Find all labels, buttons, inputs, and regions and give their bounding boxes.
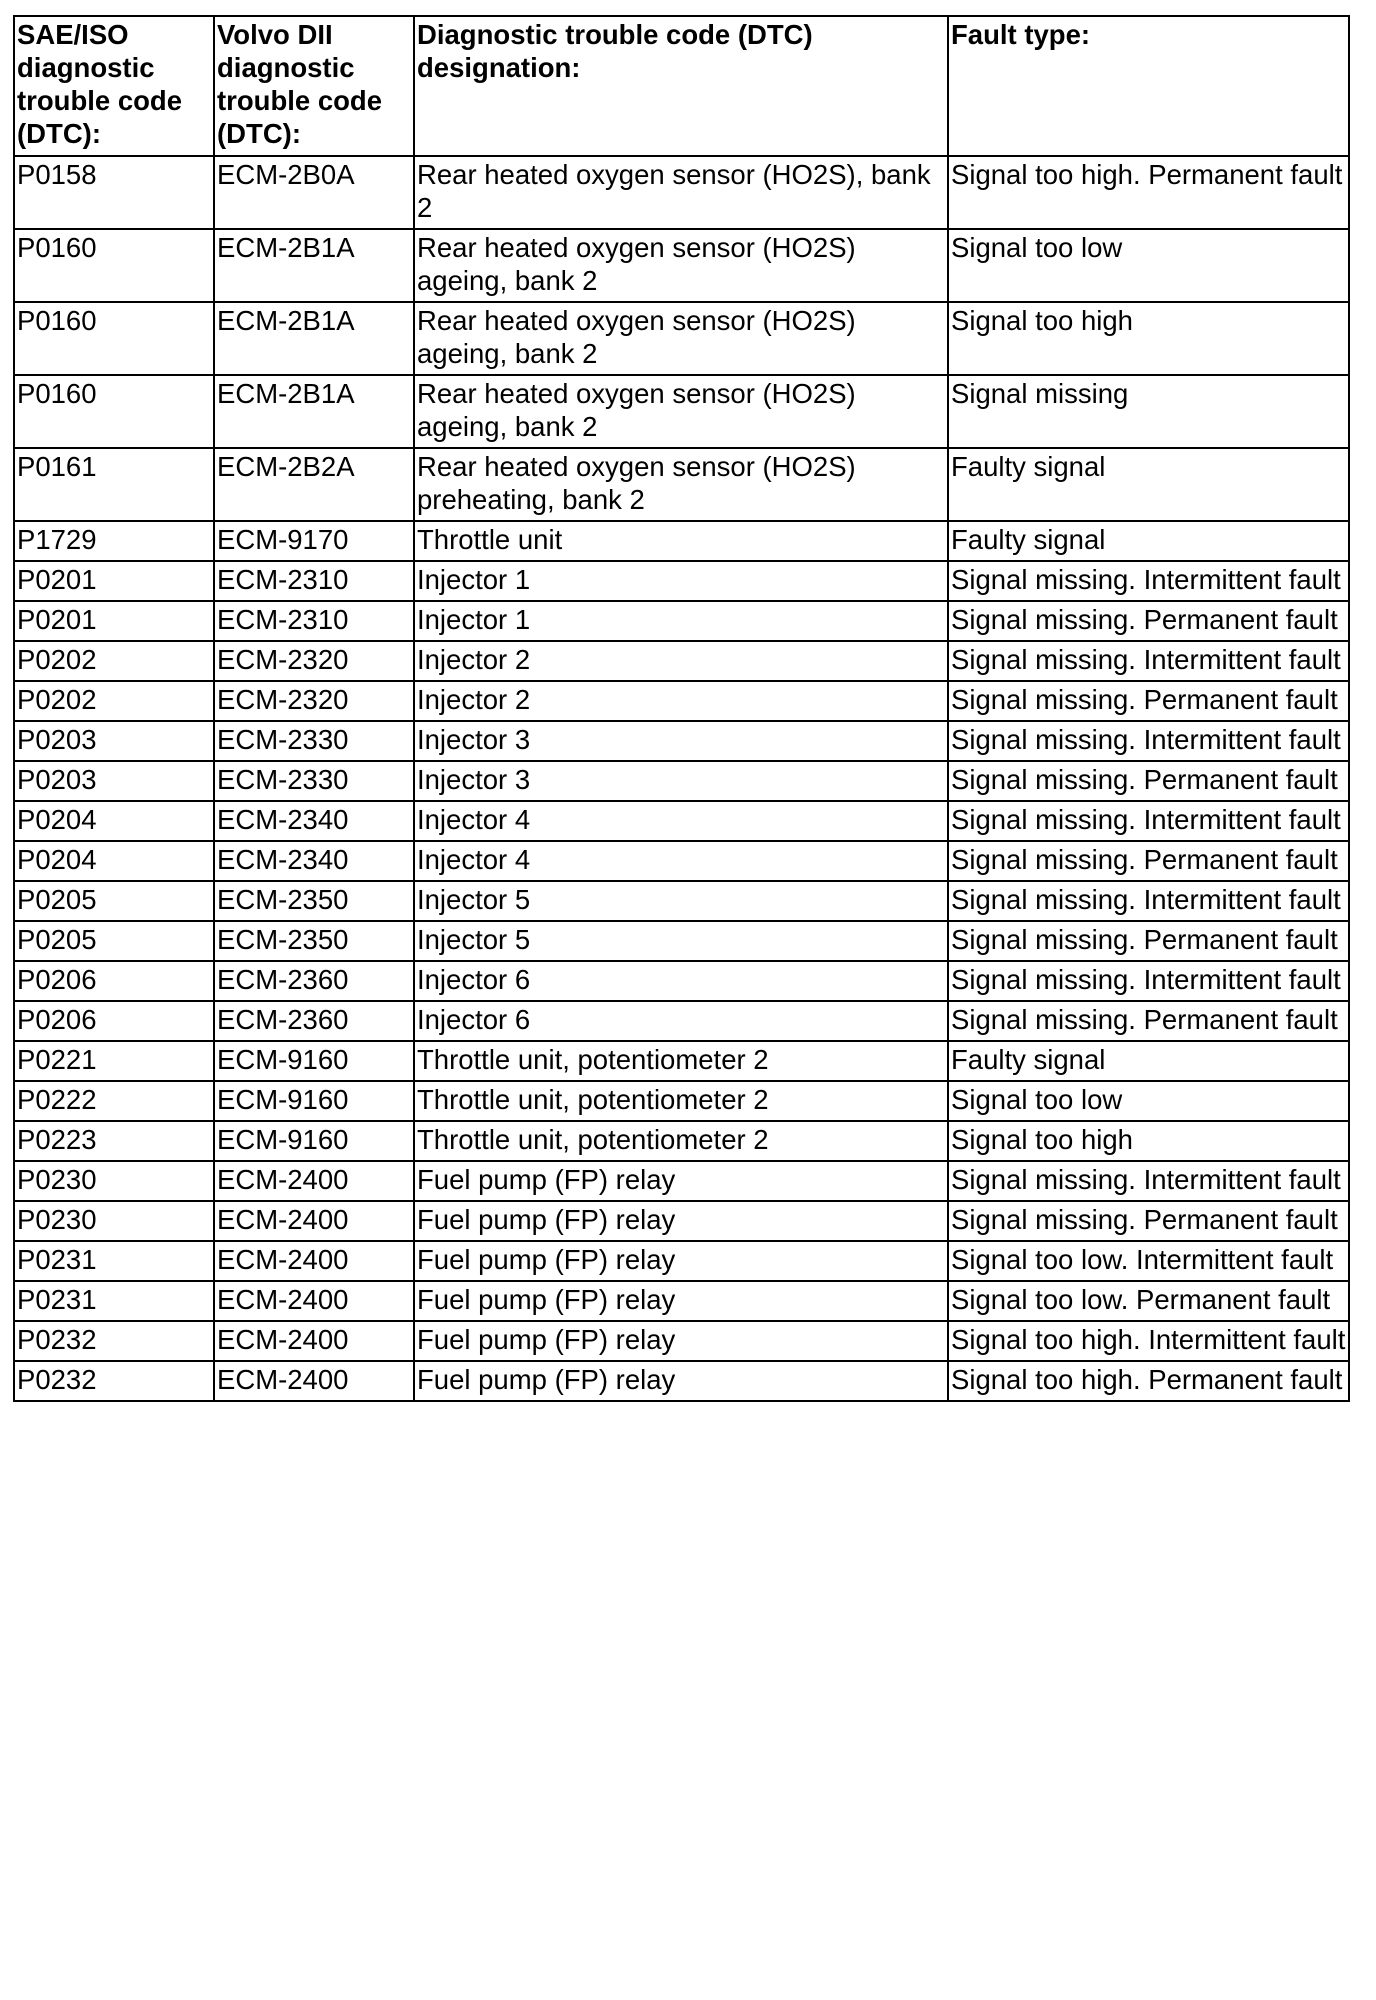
table-row (14, 1081, 1349, 1121)
table-row (14, 156, 1349, 229)
volvo-code-cell: ECM-2B1A (214, 302, 414, 375)
fault-type-cell: Signal too high. Intermittent fault (948, 1321, 1349, 1361)
designation-cell: Fuel pump (FP) relay (414, 1281, 948, 1321)
designation-cell: Injector 4 (414, 841, 948, 881)
sae-code-cell: P0221 (14, 1041, 214, 1081)
designation-cell: Injector 1 (414, 601, 948, 641)
table-row (14, 641, 1349, 681)
table-row (14, 1161, 1349, 1201)
fault-type-cell: Signal missing. Permanent fault (948, 921, 1349, 961)
table-row (14, 1041, 1349, 1081)
sae-code-cell: P0202 (14, 681, 214, 721)
table-row (14, 1121, 1349, 1161)
sae-code-cell: P0230 (14, 1161, 214, 1201)
designation-cell: Fuel pump (FP) relay (414, 1201, 948, 1241)
sae-code-cell: P0161 (14, 448, 214, 521)
volvo-code-cell: ECM-2B2A (214, 448, 414, 521)
volvo-code-cell: ECM-2360 (214, 961, 414, 1001)
designation-cell: Injector 2 (414, 641, 948, 681)
volvo-code-cell: ECM-2B1A (214, 375, 414, 448)
sae-code-cell: P0205 (14, 881, 214, 921)
designation-cell: Fuel pump (FP) relay (414, 1241, 948, 1281)
table-body (14, 156, 1349, 1401)
table-row (14, 375, 1349, 448)
sae-code-cell: P0232 (14, 1321, 214, 1361)
volvo-code-cell: ECM-2340 (214, 801, 414, 841)
volvo-code-cell: ECM-2400 (214, 1161, 414, 1201)
sae-code-cell: P0203 (14, 721, 214, 761)
table-row (14, 841, 1349, 881)
volvo-code-cell: ECM-2320 (214, 641, 414, 681)
designation-cell: Injector 4 (414, 801, 948, 841)
sae-code-cell: P0201 (14, 601, 214, 641)
fault-type-cell: Faulty signal (948, 448, 1349, 521)
fault-type-cell: Signal missing. Intermittent fault (948, 801, 1349, 841)
sae-code-cell: P1729 (14, 521, 214, 561)
table-row (14, 761, 1349, 801)
designation-cell: Fuel pump (FP) relay (414, 1161, 948, 1201)
sae-code-cell: P0203 (14, 761, 214, 801)
table-row (14, 1361, 1349, 1401)
volvo-code-cell: ECM-2330 (214, 761, 414, 801)
table-row (14, 521, 1349, 561)
volvo-code-cell: ECM-2B0A (214, 156, 414, 229)
sae-code-cell: P0206 (14, 1001, 214, 1041)
volvo-code-cell: ECM-9160 (214, 1081, 414, 1121)
sae-code-cell: P0230 (14, 1201, 214, 1241)
fault-type-cell: Signal missing. Intermittent fault (948, 1161, 1349, 1201)
designation-cell: Injector 5 (414, 921, 948, 961)
volvo-code-cell: ECM-2400 (214, 1201, 414, 1241)
designation-cell: Throttle unit, potentiometer 2 (414, 1121, 948, 1161)
header-fault-type: Fault type: (948, 16, 1349, 156)
sae-code-cell: P0158 (14, 156, 214, 229)
table-row (14, 921, 1349, 961)
fault-type-cell: Signal missing. Permanent fault (948, 841, 1349, 881)
fault-type-cell: Signal too high (948, 1121, 1349, 1161)
fault-type-cell: Signal too low (948, 1081, 1349, 1121)
volvo-code-cell: ECM-2400 (214, 1281, 414, 1321)
fault-type-cell: Signal too low (948, 229, 1349, 302)
designation-cell: Rear heated oxygen sensor (HO2S) ageing, bank 2 (414, 375, 948, 448)
designation-cell: Rear heated oxygen sensor (HO2S) ageing, bank 2 (414, 229, 948, 302)
designation-cell: Injector 6 (414, 961, 948, 1001)
designation-cell: Injector 3 (414, 761, 948, 801)
volvo-code-cell: ECM-2350 (214, 921, 414, 961)
fault-type-cell: Signal missing. Permanent fault (948, 761, 1349, 801)
designation-cell: Throttle unit, potentiometer 2 (414, 1041, 948, 1081)
volvo-code-cell: ECM-2400 (214, 1321, 414, 1361)
table-row (14, 801, 1349, 841)
sae-code-cell: P0204 (14, 801, 214, 841)
sae-code-cell: P0202 (14, 641, 214, 681)
fault-type-cell: Signal missing. Intermittent fault (948, 961, 1349, 1001)
volvo-code-cell: ECM-2340 (214, 841, 414, 881)
volvo-code-cell: ECM-2B1A (214, 229, 414, 302)
table-row (14, 1281, 1349, 1321)
volvo-code-cell: ECM-9160 (214, 1041, 414, 1081)
sae-code-cell: P0223 (14, 1121, 214, 1161)
fault-type-cell: Signal missing. Permanent fault (948, 601, 1349, 641)
sae-code-cell: P0204 (14, 841, 214, 881)
volvo-code-cell: ECM-9160 (214, 1121, 414, 1161)
table-row (14, 681, 1349, 721)
fault-type-cell: Faulty signal (948, 521, 1349, 561)
fault-type-cell: Signal missing. Permanent fault (948, 681, 1349, 721)
volvo-code-cell: ECM-2320 (214, 681, 414, 721)
table-row (14, 561, 1349, 601)
fault-type-cell: Signal too low. Intermittent fault (948, 1241, 1349, 1281)
sae-code-cell: P0231 (14, 1241, 214, 1281)
table-row (14, 1321, 1349, 1361)
designation-cell: Fuel pump (FP) relay (414, 1361, 948, 1401)
volvo-code-cell: ECM-2400 (214, 1361, 414, 1401)
sae-code-cell: P0231 (14, 1281, 214, 1321)
sae-code-cell: P0201 (14, 561, 214, 601)
sae-code-cell: P0206 (14, 961, 214, 1001)
designation-cell: Throttle unit, potentiometer 2 (414, 1081, 948, 1121)
designation-cell: Rear heated oxygen sensor (HO2S) ageing, bank 2 (414, 302, 948, 375)
table-row (14, 1201, 1349, 1241)
table-row (14, 601, 1349, 641)
fault-type-cell: Signal too low. Permanent fault (948, 1281, 1349, 1321)
volvo-code-cell: ECM-2330 (214, 721, 414, 761)
table-row (14, 961, 1349, 1001)
fault-type-cell: Signal too high. Permanent fault (948, 1361, 1349, 1401)
header-sae-iso-dtc: SAE/ISO diagnostic trouble code (DTC): (14, 16, 214, 156)
volvo-code-cell: ECM-2360 (214, 1001, 414, 1041)
designation-cell: Injector 3 (414, 721, 948, 761)
volvo-code-cell: ECM-9170 (214, 521, 414, 561)
volvo-code-cell: ECM-2310 (214, 561, 414, 601)
volvo-code-cell: ECM-2310 (214, 601, 414, 641)
table-row (14, 302, 1349, 375)
sae-code-cell: P0160 (14, 302, 214, 375)
sae-code-cell: P0205 (14, 921, 214, 961)
fault-type-cell: Signal missing. Permanent fault (948, 1201, 1349, 1241)
fault-type-cell: Signal too high. Permanent fault (948, 156, 1349, 229)
sae-code-cell: P0222 (14, 1081, 214, 1121)
fault-type-cell: Signal missing. Intermittent fault (948, 561, 1349, 601)
volvo-code-cell: ECM-2400 (214, 1241, 414, 1281)
sae-code-cell: P0232 (14, 1361, 214, 1401)
table-row (14, 721, 1349, 761)
dtc-document (13, 15, 1350, 1402)
designation-cell: Injector 2 (414, 681, 948, 721)
sae-code-cell: P0160 (14, 375, 214, 448)
sae-code-cell: P0160 (14, 229, 214, 302)
header-dtc-designation: Diagnostic trouble code (DTC) designation: (414, 16, 948, 156)
designation-cell: Fuel pump (FP) relay (414, 1321, 948, 1361)
fault-type-cell: Signal missing. Intermittent fault (948, 881, 1349, 921)
table-row (14, 448, 1349, 521)
fault-type-cell: Signal missing. Permanent fault (948, 1001, 1349, 1041)
fault-type-cell: Signal missing. Intermittent fault (948, 721, 1349, 761)
table-row (14, 1001, 1349, 1041)
volvo-code-cell: ECM-2350 (214, 881, 414, 921)
fault-type-cell: Signal too high (948, 302, 1349, 375)
designation-cell: Injector 6 (414, 1001, 948, 1041)
table-row (14, 229, 1349, 302)
header-volvo-dii-dtc: Volvo DII diagnostic trouble code (DTC): (214, 16, 414, 156)
header-row (14, 16, 1349, 156)
fault-type-cell: Signal missing (948, 375, 1349, 448)
table-row (14, 881, 1349, 921)
designation-cell: Throttle unit (414, 521, 948, 561)
fault-type-cell: Faulty signal (948, 1041, 1349, 1081)
dtc-table (13, 15, 1350, 1402)
fault-type-cell: Signal missing. Intermittent fault (948, 641, 1349, 681)
designation-cell: Injector 5 (414, 881, 948, 921)
designation-cell: Rear heated oxygen sensor (HO2S), bank 2 (414, 156, 948, 229)
designation-cell: Rear heated oxygen sensor (HO2S) preheating, bank 2 (414, 448, 948, 521)
designation-cell: Injector 1 (414, 561, 948, 601)
table-row (14, 1241, 1349, 1281)
